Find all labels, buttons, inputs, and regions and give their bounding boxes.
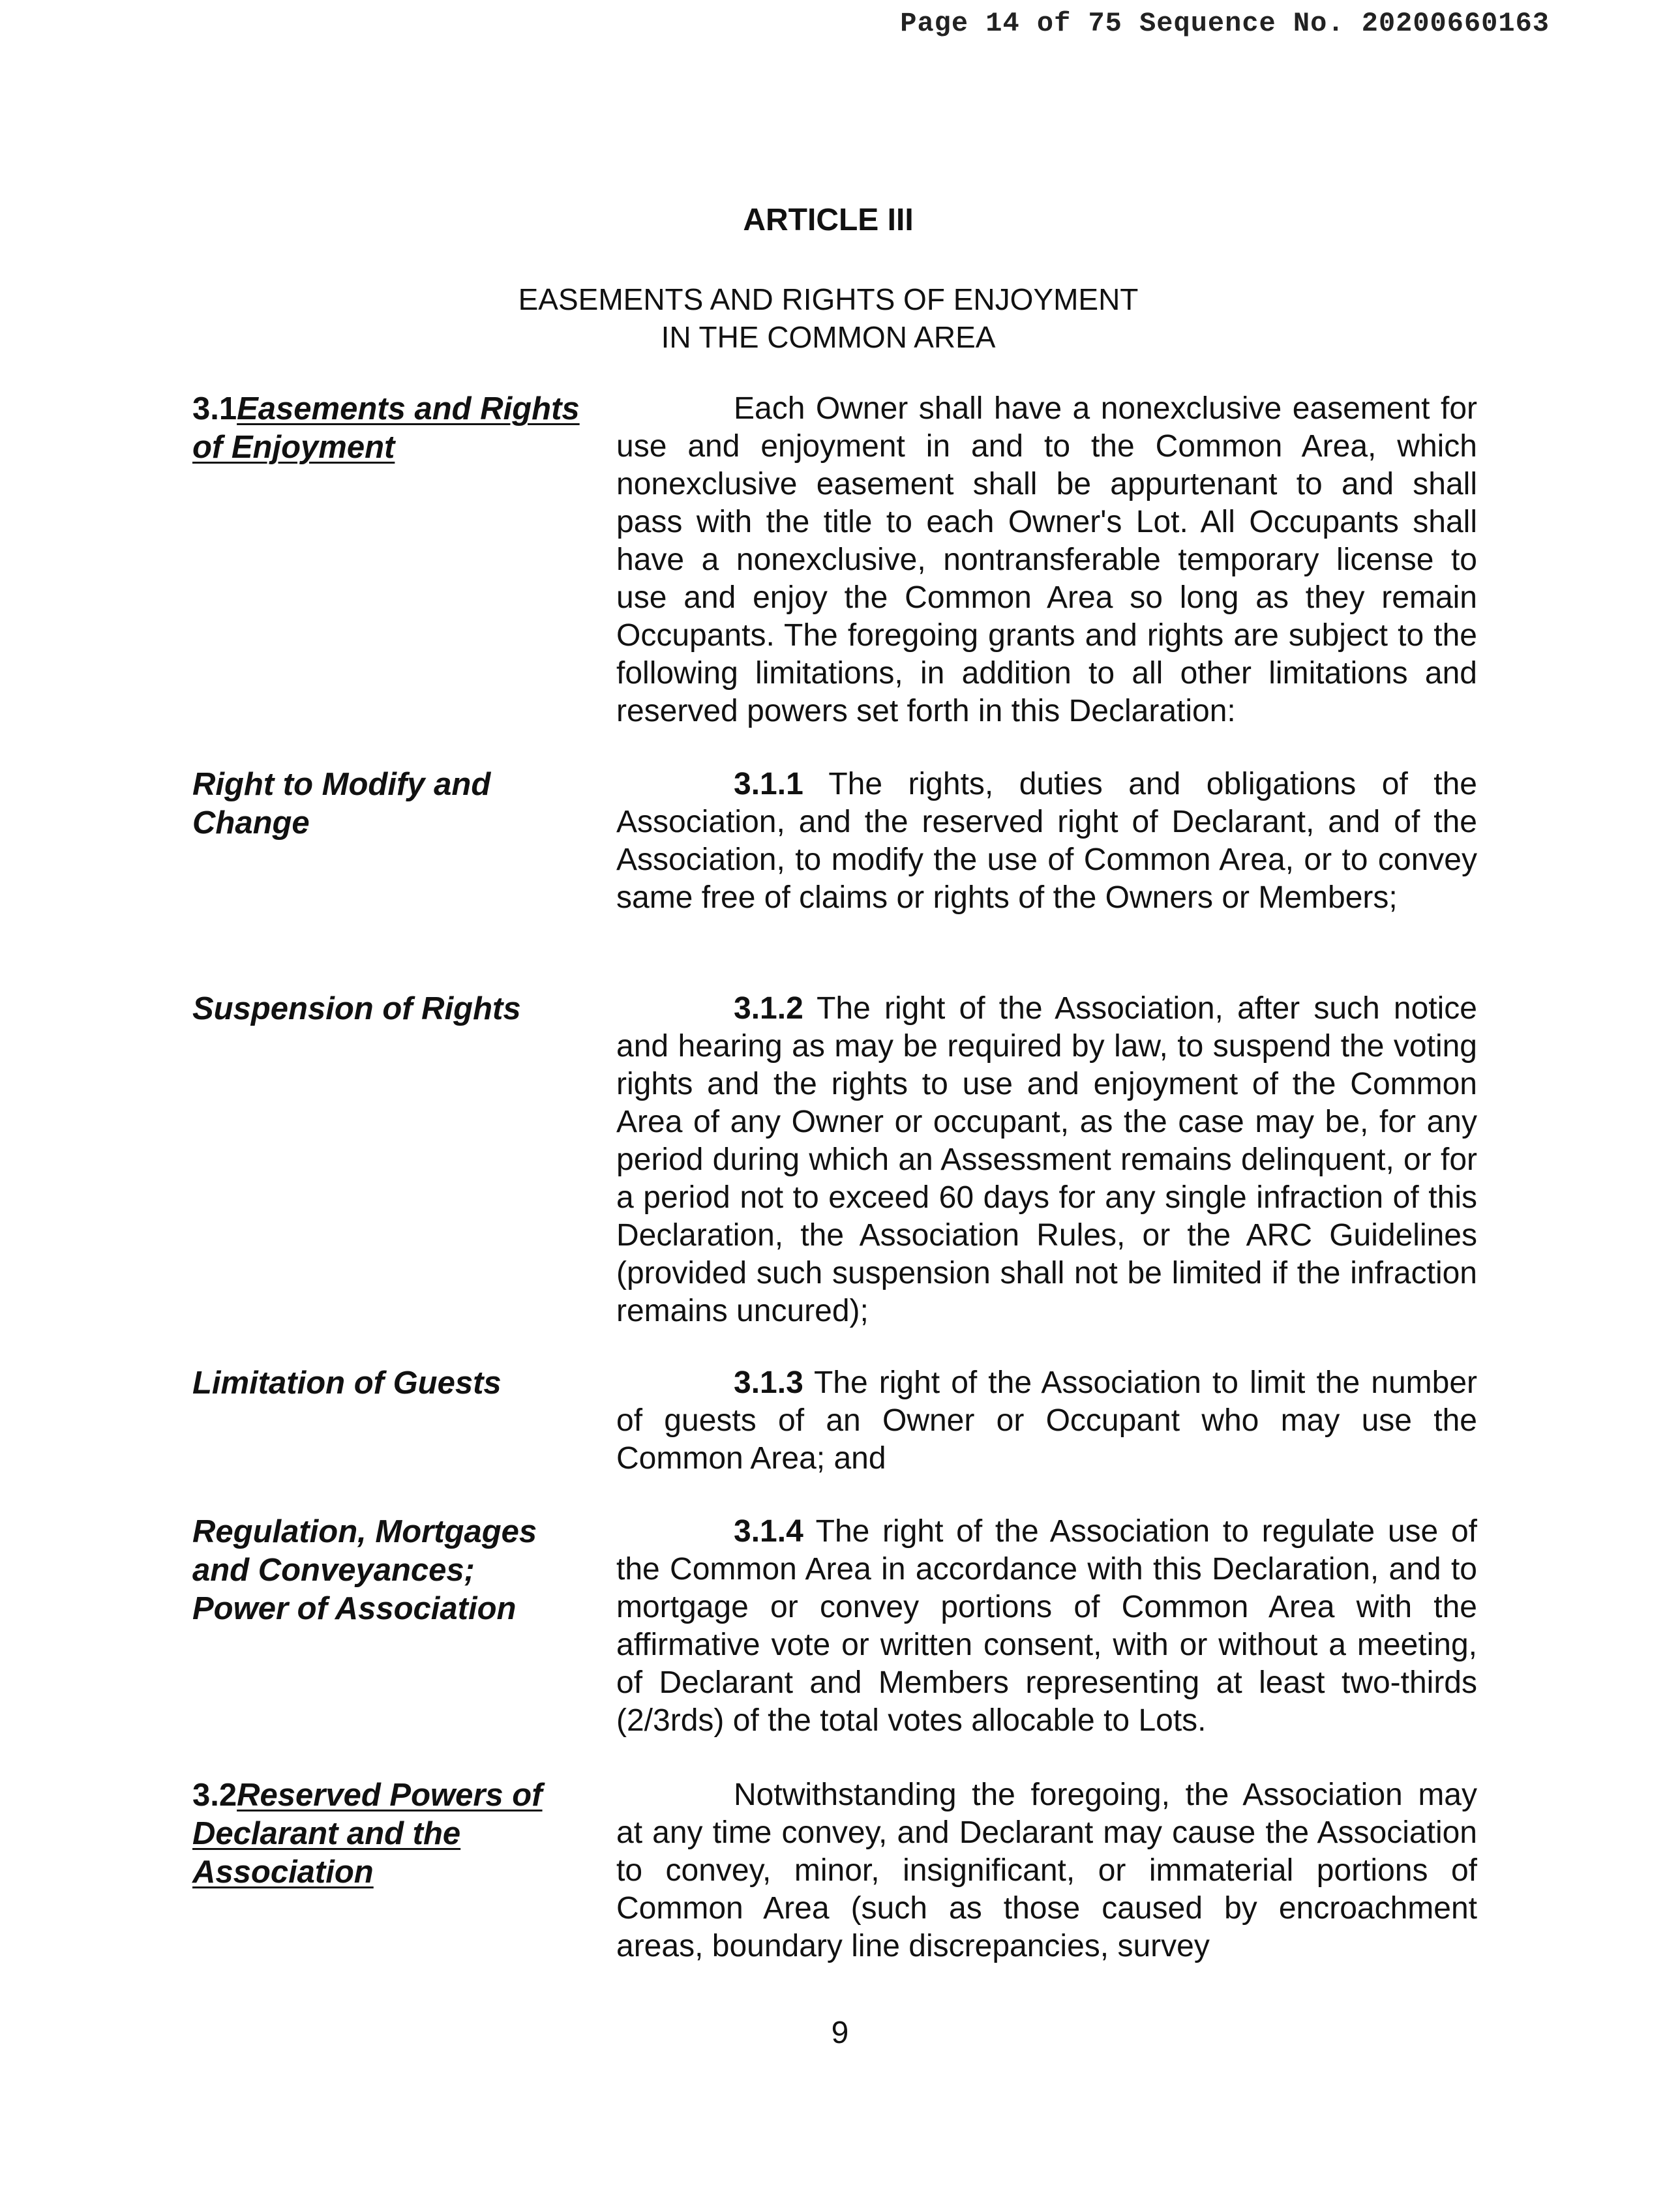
page-number: 9 [831, 2016, 849, 2050]
section-3-2-text [616, 1776, 1477, 1965]
section-3-1-4-text [616, 1513, 1477, 1740]
section-3-2-number: 3.2 [192, 1778, 237, 1813]
section-3-2-heading [192, 1776, 584, 1892]
section-3-1-4-number: 3.1.4 [734, 1514, 803, 1549]
page-header: Page 14 of 75 Sequence No. 20200660163 [900, 8, 1550, 39]
section-3-1-4-body: The right of the Association to regulate use of the Common Area in accordance with this Declaration, and to mortgage or convey portions of Common Area with the affirmative vote or written consent, with or without a meeting, of Declarant and Members representing at least two-thirds (2/3rds) of the total votes allocable to Lots. [616, 1514, 1477, 1738]
article-subtitle-line-2: IN THE COMMON AREA [661, 320, 996, 354]
section-3-1-3-body: The right of the Association to limit the number of guests of an Owner or Occupant who may use the Common Area; and [616, 1365, 1477, 1476]
section-3-1-3-heading: Limitation of Guests [192, 1365, 502, 1401]
section-3-1-1-text [616, 766, 1477, 917]
section-3-1-3-number: 3.1.3 [734, 1365, 803, 1400]
section-3-1-1-body: The rights, duties and obligations of the Association, and the reserved right of Declarant, and of the Association, to modify the use of Common Area, or to convey same free of claims or rights of the Owners or Members; [616, 767, 1477, 915]
section-3-1-2-heading: Suspension of Rights [192, 991, 521, 1026]
section-3-1-2-number: 3.1.2 [734, 991, 803, 1026]
section-3-1-heading [192, 390, 597, 467]
section-3-1-title: Easements and Rights of Enjoyment [192, 391, 580, 465]
section-3-2-title: Reserved Powers of Declarant and the Association [192, 1778, 543, 1890]
article-title: ARTICLE III [743, 203, 914, 237]
section-3-1-body: Each Owner shall have a nonexclusive easement for use and enjoyment in and to the Common Area, which nonexclusive easement shall be appurtenant to and shall pass with the title to each Owner's Lot. All Occupants shall have a nonexclusive, nontransferable temporary license to use and enjoy the Common Area so long as they remain Occupants. The foregoing grants and rights are subject to the following limitations, in addition to all other limitations and reserved powers set forth in this Declaration: [616, 391, 1477, 728]
article-subtitle-line-1: EASEMENTS AND RIGHTS OF ENJOYMENT [518, 282, 1139, 316]
article-subtitle [0, 280, 1657, 356]
section-3-1-4-heading: Regulation, Mortgages and Conveyances; Power of Association [192, 1514, 537, 1626]
section-3-1-1-heading: Right to Modify and Change [192, 767, 491, 841]
section-3-1-number: 3.1 [192, 391, 237, 426]
section-3-1-2-text [616, 990, 1477, 1330]
section-3-1-2-body: The right of the Association, after such notice and hearing as may be required by law, to suspend the voting rights and the rights to use and enjoyment of the Common Area of any Owner or occupant, as the case may be, for any period during which an Assessment remains delinquent, or for a period not to exceed 60 days for any single infraction of this Declaration, the Association Rules, or the ARC Guidelines (provided such suspension shall not be limited if the infraction remains uncured); [616, 991, 1477, 1328]
section-3-1-3-text [616, 1364, 1477, 1478]
section-3-1-text [616, 390, 1477, 730]
section-3-2-body: Notwithstanding the foregoing, the Association may at any time convey, and Declarant may cause the Association to convey, minor, insignificant, or immaterial portions of Common Area (such as those caused by encroachment areas, boundary line discrepancies, survey [616, 1778, 1477, 1963]
section-3-1-1-number: 3.1.1 [734, 767, 803, 801]
